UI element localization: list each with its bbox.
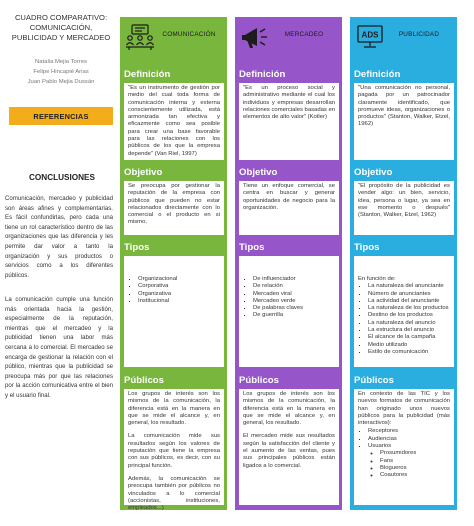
definition-box bbox=[239, 83, 339, 160]
objective-text: Se preocupa por gestionar la reputación de la empresa con públicos que pueden no estar relacionados directamente con lo comercial o el producto en si mismo. bbox=[128, 183, 220, 226]
section-heading-tipos: Tipos bbox=[124, 242, 150, 253]
column-header bbox=[235, 17, 342, 57]
objective-box bbox=[239, 181, 339, 235]
list-item: ▪ Institucional bbox=[138, 298, 220, 305]
column-publicidad bbox=[350, 17, 457, 510]
column-comunicacion bbox=[120, 17, 227, 510]
section-heading-publicos: Públicos bbox=[124, 375, 164, 386]
megaphone-icon bbox=[240, 23, 270, 51]
definition-box bbox=[124, 83, 224, 160]
list-item: ▪ La naturaleza del anuncio bbox=[368, 320, 450, 327]
users-sublist bbox=[368, 450, 450, 479]
types-list bbox=[358, 283, 450, 356]
audiences-text: La comunicación mide sus resultados según los valores de reputación que tiene la empresa con sus públicos, es decir, con su principal función. bbox=[128, 433, 220, 469]
types-box bbox=[354, 256, 454, 367]
team-meeting-icon bbox=[125, 23, 155, 51]
list-item: ▪ La naturaleza del anunciante bbox=[368, 283, 450, 290]
section-heading-definicion: Definición bbox=[124, 69, 171, 80]
section-heading-objetivo: Objetivo bbox=[354, 167, 393, 178]
list-item: ▪ La estructura del anuncio bbox=[368, 327, 450, 334]
list-item: ▪ Organizacional bbox=[138, 276, 220, 283]
author-name: Juan Pablo Mejia Dussán bbox=[27, 79, 95, 85]
section-heading-objetivo: Objetivo bbox=[124, 167, 163, 178]
definition-text: "Es un instrumento de gestión por medio del cual toda forma de comunicación interna y externa conscientemente utilizada, está armonizada tan efectiva y eficazmente como sea posible para crear una base favorable para las relaciones con los públicos de los que la empresa depende" (Van Riel, 1997) bbox=[128, 85, 220, 157]
section-heading-tipos: Tipos bbox=[354, 242, 380, 253]
types-box bbox=[124, 256, 224, 367]
title-line: PUBLICIDAD Y MERCADEO bbox=[11, 33, 111, 42]
column-mercadeo bbox=[235, 17, 342, 510]
list-item-label: Usuarios bbox=[368, 443, 392, 450]
list-item: ▪ Organizativa bbox=[138, 291, 220, 298]
title-line: COMUNICACIÓN, bbox=[29, 23, 93, 32]
audiences-text: El mercadeo mide sus resultados según la satisfacción del cliente y el aumento de las ventas, pues sus principales públicos están ligados a lo comercial. bbox=[243, 433, 335, 469]
list-item: ▪ Medio utilizado bbox=[368, 342, 450, 349]
sublist-item: ◦ Coautores bbox=[380, 472, 450, 479]
list-item: ▪ De palabras claves bbox=[253, 305, 335, 312]
conclusions-paragraph: La comunicación cumple una función más orientada hacia la gestión, especialmente de la reputación, mientras que el mercadeo y la publicidad tienen una labor más cercana a lo comercial. El mercadeo se encarga de gestionar la relación con el público, mientras que la publicidad se preocupa más por que las relaciones por la acción comunicativa entre el bien y el usuario final. bbox=[5, 296, 113, 399]
section-heading-tipos: Tipos bbox=[239, 242, 265, 253]
sublist-item: ◦ Blogueros bbox=[380, 465, 450, 472]
column-title: PUBLICIDAD bbox=[398, 31, 440, 38]
title-line: CUADRO COMPARATIVO: bbox=[14, 13, 108, 22]
list-item: ▪ El alcance de la campaña bbox=[368, 334, 450, 341]
list-item: ▪ Mercadeo viral bbox=[253, 291, 335, 298]
section-heading-definicion: Definición bbox=[354, 69, 401, 80]
authors bbox=[6, 57, 116, 87]
section-heading-publicos: Públicos bbox=[354, 375, 394, 386]
section-heading-publicos: Públicos bbox=[239, 375, 279, 386]
ads-screen-icon bbox=[355, 23, 385, 51]
sublist-item: ◦ Prosumidores bbox=[380, 450, 450, 457]
objective-text: Tiene un enfoque comercial, se centra en buscar y generar oportunidades de negocio para la organización. bbox=[243, 183, 335, 211]
audiences-text: Los grupos de interés son los mismos de la comunicación, la diferencia está en la manera en que se mide el alcance y, en general, los resultado. bbox=[243, 391, 335, 427]
list-item: ▪ Mercadeo verde bbox=[253, 298, 335, 305]
column-header bbox=[120, 17, 227, 57]
list-item: ▪ Receptores bbox=[368, 428, 450, 435]
audiences-text: Además, la comunicación se preocupa también por públicos no vinculados a lo comercial (accionistas, instituciones, empleados...) bbox=[128, 475, 220, 512]
definition-text: "Una comunicación no personal, pagada por un patrocinador claramente identificado, que promueve ideas, organizaciones o productos" (Stanton, Walker, Etzel, 1962) bbox=[358, 85, 450, 128]
conclusions-paragraph: Comunicación, mercadeo y publicidad son áreas afines y complementarias. Es fácil confundirlas, pero cada una tiene un rol característico dentro de las organizaciones que las diferencia y les permite dar valor a tanto la organización y sus productos o servicios como a los diferentes públicos. bbox=[5, 195, 113, 279]
author-name: Natalia Mejia Torres bbox=[35, 59, 87, 65]
types-box bbox=[239, 256, 339, 367]
list-item: ▪ De relación bbox=[253, 283, 335, 290]
audiences-list bbox=[358, 428, 450, 479]
objective-box bbox=[124, 181, 224, 235]
svg-text:ADS: ADS bbox=[361, 30, 379, 40]
sublist-item: ◦ Fans bbox=[380, 458, 450, 465]
list-item bbox=[368, 443, 450, 479]
objective-box bbox=[354, 181, 454, 235]
column-title: MERCADEO bbox=[284, 31, 324, 38]
list-item: ▪ Audiencias bbox=[368, 436, 450, 443]
section-heading-objetivo: Objetivo bbox=[239, 167, 278, 178]
audiences-box bbox=[239, 389, 339, 505]
list-item: ▪ Número de anunciantes bbox=[368, 291, 450, 298]
document-title bbox=[8, 13, 114, 43]
definition-box bbox=[354, 83, 454, 160]
types-list bbox=[128, 258, 220, 305]
list-item: ▪ Corporativa bbox=[138, 283, 220, 290]
list-item: ▪ De guerrilla bbox=[253, 312, 335, 319]
list-item: ▪ Destino de los productos bbox=[368, 312, 450, 319]
audiences-intro: En contexto de las TIC y los nuevos formatos de comunicación han originado unos nuevos públicos para la publicidad (más interactivos): bbox=[358, 391, 450, 427]
definition-text: "Es un proceso social y administrativo mediante el cual los individuos y empresas desarrollan relaciones comerciales basadas en elementos de alto valor" (Kotler) bbox=[243, 85, 336, 121]
left-panel bbox=[0, 0, 118, 526]
objective-text: "El propósito de la publicidad es vender algo: un bien, servicio, idea, persona o lugar, ya sea en ese momento o después" (Stanton, Walker, Etzel, 1962) bbox=[358, 183, 450, 219]
types-list bbox=[243, 258, 335, 320]
references-button[interactable]: REFERENCIAS bbox=[9, 107, 113, 125]
column-header bbox=[350, 17, 457, 57]
audiences-box bbox=[354, 389, 454, 505]
column-title: COMUNICACIÓN bbox=[162, 31, 216, 38]
author-name: Felipe Hincapié Arias bbox=[33, 69, 89, 75]
list-item: ▪ De influenciador bbox=[253, 276, 335, 283]
audiences-text: Los grupos de interés son los mismos de la comunicación, la diferencia está en la manera en que se mide el alcance y, en general, los resultado. bbox=[128, 391, 220, 427]
conclusions-title: CONCLUSIONES bbox=[29, 173, 95, 182]
section-heading-definicion: Definición bbox=[239, 69, 286, 80]
types-intro: En función de: bbox=[358, 276, 396, 282]
list-item: ▪ La actividad del anunciante bbox=[368, 298, 450, 305]
list-item: ▪ La naturaleza de los productos bbox=[368, 305, 450, 312]
audiences-box bbox=[124, 389, 224, 512]
list-item: ▪ Estilo de comunicación bbox=[368, 349, 450, 356]
